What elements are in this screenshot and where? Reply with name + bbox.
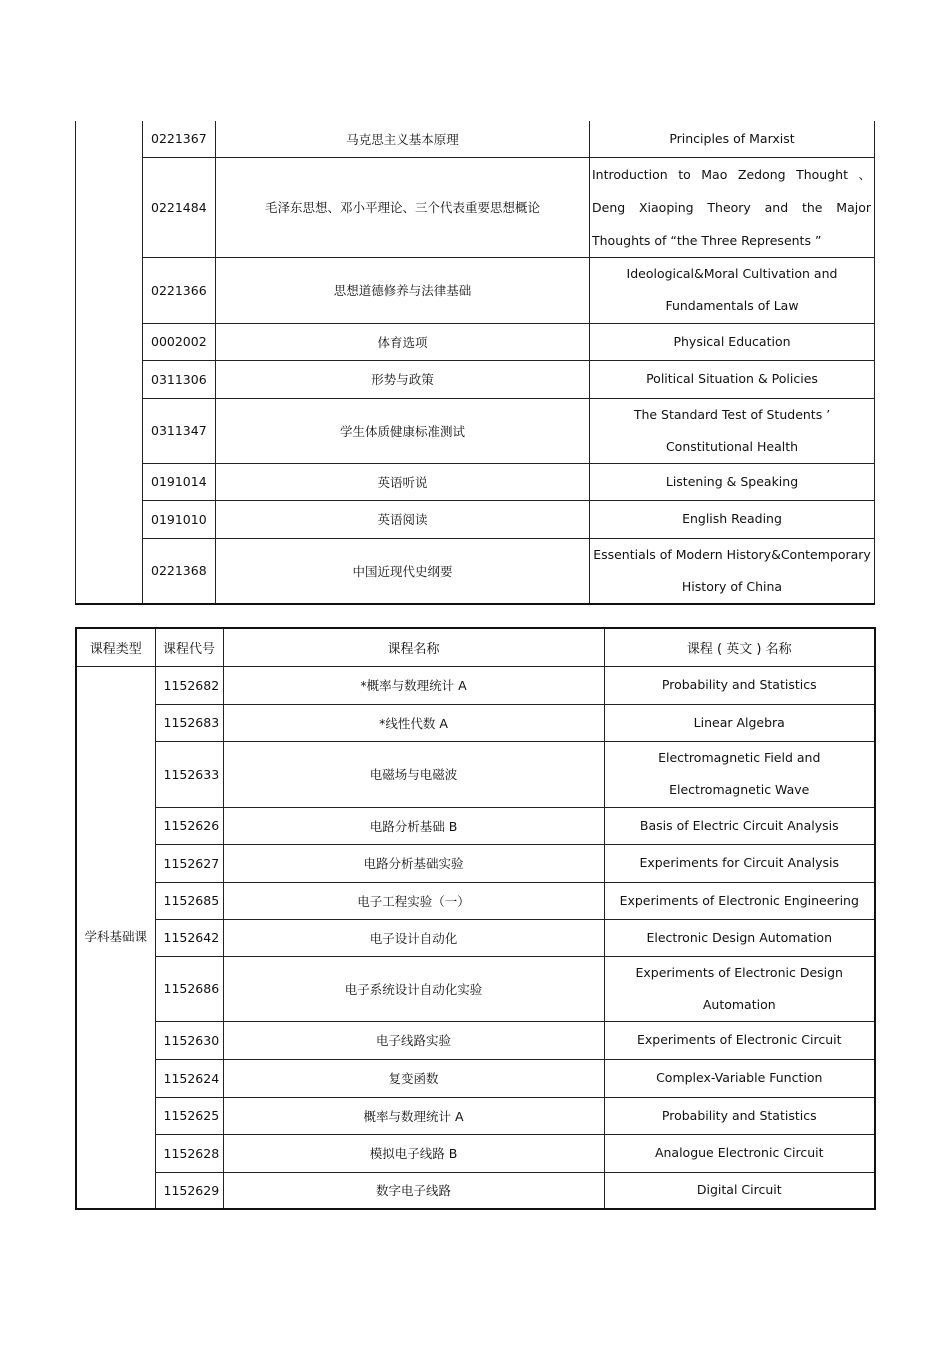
course-name-en: Physical Education <box>590 323 875 360</box>
course-code: 1152642 <box>155 919 223 956</box>
course-name-en: Electronic Design Automation <box>604 919 875 956</box>
course-name-cn: 概率与数理统计 A <box>223 1097 604 1134</box>
table-row <box>76 500 875 538</box>
course-name-cn: 体育选项 <box>216 323 590 360</box>
course-name-en: Experiments of Electronic Circuit <box>604 1021 875 1059</box>
course-code: 1152627 <box>155 844 223 882</box>
table-row <box>76 323 875 360</box>
course-name-cn: 数字电子线路 <box>223 1172 604 1209</box>
course-name-cn: 电路分析基础 B <box>223 807 604 844</box>
table-row <box>76 741 875 807</box>
course-code: 0221367 <box>143 121 216 157</box>
course-code: 0221366 <box>143 257 216 323</box>
course-code: 0221484 <box>143 157 216 257</box>
course-name-cn: 毛泽东思想、邓小平理论、三个代表重要思想概论 <box>216 157 590 257</box>
table-row <box>76 121 875 157</box>
course-name-en: The Standard Test of Students ’ Constitutional Health <box>590 398 875 463</box>
table-row <box>76 538 875 604</box>
course-code: 1152682 <box>155 666 223 704</box>
course-name-cn: 电子设计自动化 <box>223 919 604 956</box>
course-name-cn: 电子线路实验 <box>223 1021 604 1059</box>
course-name-cn: 中国近现代史纲要 <box>216 538 590 604</box>
header-course-name: 课程名称 <box>223 628 604 666</box>
course-code: 1152629 <box>155 1172 223 1209</box>
course-name-cn: 电子工程实验（一） <box>223 882 604 919</box>
course-name-cn: 学生体质健康标准测试 <box>216 398 590 463</box>
course-name-en: Electromagnetic Field and Electromagnetic Wave <box>604 741 875 807</box>
course-code: 0311306 <box>143 360 216 398</box>
course-name-en: Digital Circuit <box>604 1172 875 1209</box>
header-course-type: 课程类型 <box>76 628 155 666</box>
table-row <box>76 666 875 704</box>
course-name-en: Experiments for Circuit Analysis <box>604 844 875 882</box>
category-cell <box>76 121 143 604</box>
course-name-cn: 英语阅读 <box>216 500 590 538</box>
course-code: 1152630 <box>155 1021 223 1059</box>
course-name-en: Experiments of Electronic Design Automation <box>604 956 875 1021</box>
table-row <box>76 1134 875 1172</box>
course-name-cn: 英语听说 <box>216 463 590 500</box>
course-name-en: Basis of Electric Circuit Analysis <box>604 807 875 844</box>
course-table-continued <box>75 121 875 605</box>
course-name-en: Analogue Electronic Circuit <box>604 1134 875 1172</box>
course-code: 1152686 <box>155 956 223 1021</box>
course-name-en: Probability and Statistics <box>604 1097 875 1134</box>
table-row <box>76 1059 875 1097</box>
table-row <box>76 1172 875 1209</box>
course-code: 0221368 <box>143 538 216 604</box>
course-name-cn: 电路分析基础实验 <box>223 844 604 882</box>
course-code: 0191010 <box>143 500 216 538</box>
header-course-name-en: 课程 ( 英文 ) 名称 <box>604 628 875 666</box>
course-code: 1152633 <box>155 741 223 807</box>
course-name-en: Complex-Variable Function <box>604 1059 875 1097</box>
course-code: 0311347 <box>143 398 216 463</box>
course-name-cn: 电子系统设计自动化实验 <box>223 956 604 1021</box>
course-table-discipline-basic <box>75 627 876 1210</box>
table-row <box>76 1097 875 1134</box>
course-name-en: Essentials of Modern History&Contemporary History of China <box>590 538 875 604</box>
table-row <box>76 844 875 882</box>
course-name-en: Introduction to Mao Zedong Thought 、Deng Xiaoping Theory and the Major Thoughts of “the Three Represents ” <box>590 157 875 257</box>
header-course-code: 课程代号 <box>155 628 223 666</box>
table-row <box>76 704 875 741</box>
table-header-row <box>76 628 875 666</box>
table-row <box>76 157 875 257</box>
course-name-cn: 马克思主义基本原理 <box>216 121 590 157</box>
table-row <box>76 360 875 398</box>
table-row <box>76 257 875 323</box>
course-code: 0002002 <box>143 323 216 360</box>
course-name-cn: *线性代数 A <box>223 704 604 741</box>
course-category: 学科基础课 <box>76 666 155 1209</box>
table-row <box>76 882 875 919</box>
course-name-en: Ideological&Moral Cultivation and Fundamentals of Law <box>590 257 875 323</box>
course-name-en: Probability and Statistics <box>604 666 875 704</box>
course-code: 1152624 <box>155 1059 223 1097</box>
course-name-en: Linear Algebra <box>604 704 875 741</box>
course-name-cn: 复变函数 <box>223 1059 604 1097</box>
course-name-en: Principles of Marxist <box>590 121 875 157</box>
course-name-cn: 电磁场与电磁波 <box>223 741 604 807</box>
table-row <box>76 956 875 1021</box>
course-name-cn: 模拟电子线路 B <box>223 1134 604 1172</box>
course-name-cn: 思想道德修养与法律基础 <box>216 257 590 323</box>
course-name-cn: 形势与政策 <box>216 360 590 398</box>
course-name-cn: *概率与数理统计 A <box>223 666 604 704</box>
course-name-en: English Reading <box>590 500 875 538</box>
course-name-en: Listening & Speaking <box>590 463 875 500</box>
table-row <box>76 463 875 500</box>
table-row <box>76 398 875 463</box>
course-name-en: Political Situation & Policies <box>590 360 875 398</box>
course-code: 1152683 <box>155 704 223 741</box>
course-code: 1152626 <box>155 807 223 844</box>
table-row <box>76 1021 875 1059</box>
course-code: 1152628 <box>155 1134 223 1172</box>
course-code: 1152625 <box>155 1097 223 1134</box>
course-name-en: Experiments of Electronic Engineering <box>604 882 875 919</box>
course-code: 1152685 <box>155 882 223 919</box>
table-row <box>76 807 875 844</box>
course-code: 0191014 <box>143 463 216 500</box>
table-row <box>76 919 875 956</box>
